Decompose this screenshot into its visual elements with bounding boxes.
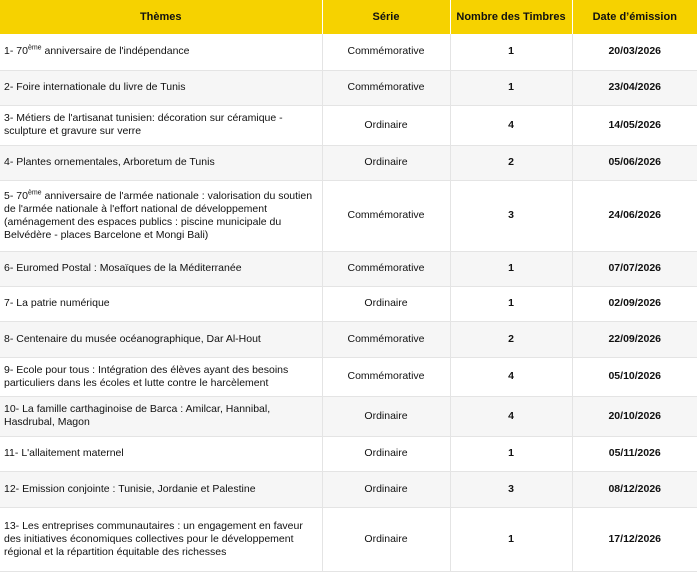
header-date: Date d’émission (572, 0, 697, 34)
serie-cell: Commémorative (322, 34, 450, 70)
theme-text: 4- Plantes ornementales, Arboretum de Tunis (4, 156, 215, 168)
serie-cell: Ordinaire (322, 286, 450, 321)
count-cell: 1 (450, 507, 572, 571)
table-row (0, 286, 697, 321)
theme-text: 7- La patrie numérique (4, 297, 110, 309)
date-cell: 20/10/2026 (572, 396, 697, 436)
count-cell: 3 (450, 180, 572, 251)
date-cell: 07/07/2026 (572, 251, 697, 286)
theme-text: anniversaire de l'armée nationale : valorisation du soutien de l'armée nationale à l'effort national de développement (aménagement des espaces publics : piscine municipale du Belvédère - places Barcelone et Mongi Bali) (4, 189, 313, 241)
table-row (0, 436, 697, 471)
table-row (0, 70, 697, 105)
serie-cell: Commémorative (322, 180, 450, 251)
table-row (0, 251, 697, 286)
date-cell: 14/05/2026 (572, 105, 697, 145)
theme-cell (0, 286, 322, 321)
table-row (0, 471, 697, 507)
serie-cell: Ordinaire (322, 105, 450, 145)
serie-cell: Ordinaire (322, 507, 450, 571)
count-cell: 1 (450, 286, 572, 321)
date-cell: 17/12/2026 (572, 507, 697, 571)
serie-cell: Commémorative (322, 70, 450, 105)
table-row (0, 507, 697, 571)
theme-text: anniversaire de l'indépendance (41, 45, 190, 58)
theme-text: 11- L'allaitement maternel (4, 447, 124, 459)
header-serie: Série (322, 0, 450, 34)
table-row (0, 180, 697, 251)
table-row (0, 396, 697, 436)
serie-cell: Ordinaire (322, 471, 450, 507)
table-row (0, 321, 697, 357)
date-cell: 23/04/2026 (572, 70, 697, 105)
theme-text: 8- Centenaire du musée océanographique, Dar Al-Hout (4, 332, 261, 345)
date-cell: 05/11/2026 (572, 436, 697, 471)
header-themes: Thèmes (0, 0, 322, 34)
count-cell: 4 (450, 357, 572, 396)
theme-cell (0, 251, 322, 286)
count-cell: 1 (450, 251, 572, 286)
theme-text: 10- La famille carthaginoise de Barca : Amilcar, Hannibal, Hasdrubal, Magon (4, 403, 271, 428)
date-cell: 08/12/2026 (572, 471, 697, 507)
theme-text: 12- Emission conjointe : Tunisie, Jordanie et Palestine (4, 482, 256, 495)
theme-cell (0, 436, 322, 471)
count-cell: 2 (450, 145, 572, 180)
table-row (0, 357, 697, 396)
date-cell: 22/09/2026 (572, 321, 697, 357)
theme-cell (0, 105, 322, 145)
theme-cell (0, 396, 322, 436)
table-row (0, 34, 697, 70)
serie-cell: Commémorative (322, 321, 450, 357)
serie-cell: Ordinaire (322, 396, 450, 436)
theme-superscript: ème (27, 44, 42, 52)
date-cell: 02/09/2026 (572, 286, 697, 321)
count-cell: 1 (450, 436, 572, 471)
theme-text: 9- Ecole pour tous : Intégration des élèves ayant des besoins particuliers dans les écoles et lutte contre le harcèlement (4, 363, 289, 389)
serie-cell: Ordinaire (322, 145, 450, 180)
count-cell: 4 (450, 105, 572, 145)
table-row (0, 105, 697, 145)
theme-text: 3- Métiers de l'artisanat tunisien: décoration sur céramique - sculpture et gravure sur verre (4, 112, 283, 137)
count-cell: 1 (450, 70, 572, 105)
serie-cell: Commémorative (322, 357, 450, 396)
theme-prefix: 1- 70 (4, 45, 28, 58)
date-cell: 20/03/2026 (572, 34, 697, 70)
theme-cell (0, 145, 322, 180)
header-row (0, 0, 697, 34)
header-nombre: Nombre des Timbres (450, 0, 572, 34)
theme-superscript: ème (27, 189, 42, 196)
count-cell: 3 (450, 471, 572, 507)
theme-cell (0, 471, 322, 507)
theme-text: 6- Euromed Postal : Mosaïques de la Méditerranée (4, 262, 242, 274)
theme-cell (0, 507, 322, 571)
serie-cell: Ordinaire (322, 436, 450, 471)
theme-prefix: 5- 70 (4, 189, 28, 202)
count-cell: 4 (450, 396, 572, 436)
theme-cell (0, 180, 322, 251)
count-cell: 1 (450, 34, 572, 70)
theme-text: 13- Les entreprises communautaires : un engagement en faveur des initiatives économiques collectives pour le développement régional et la répartition équitable des richesses (4, 519, 303, 558)
theme-cell (0, 321, 322, 357)
theme-text: 2- Foire internationale du livre de Tunis (4, 81, 186, 93)
date-cell: 24/06/2026 (572, 180, 697, 251)
theme-cell (0, 34, 322, 70)
date-cell: 05/10/2026 (572, 357, 697, 396)
theme-cell (0, 70, 322, 105)
table-row (0, 145, 697, 180)
count-cell: 2 (450, 321, 572, 357)
serie-cell: Commémorative (322, 251, 450, 286)
theme-cell (0, 357, 322, 396)
date-cell: 05/06/2026 (572, 145, 697, 180)
